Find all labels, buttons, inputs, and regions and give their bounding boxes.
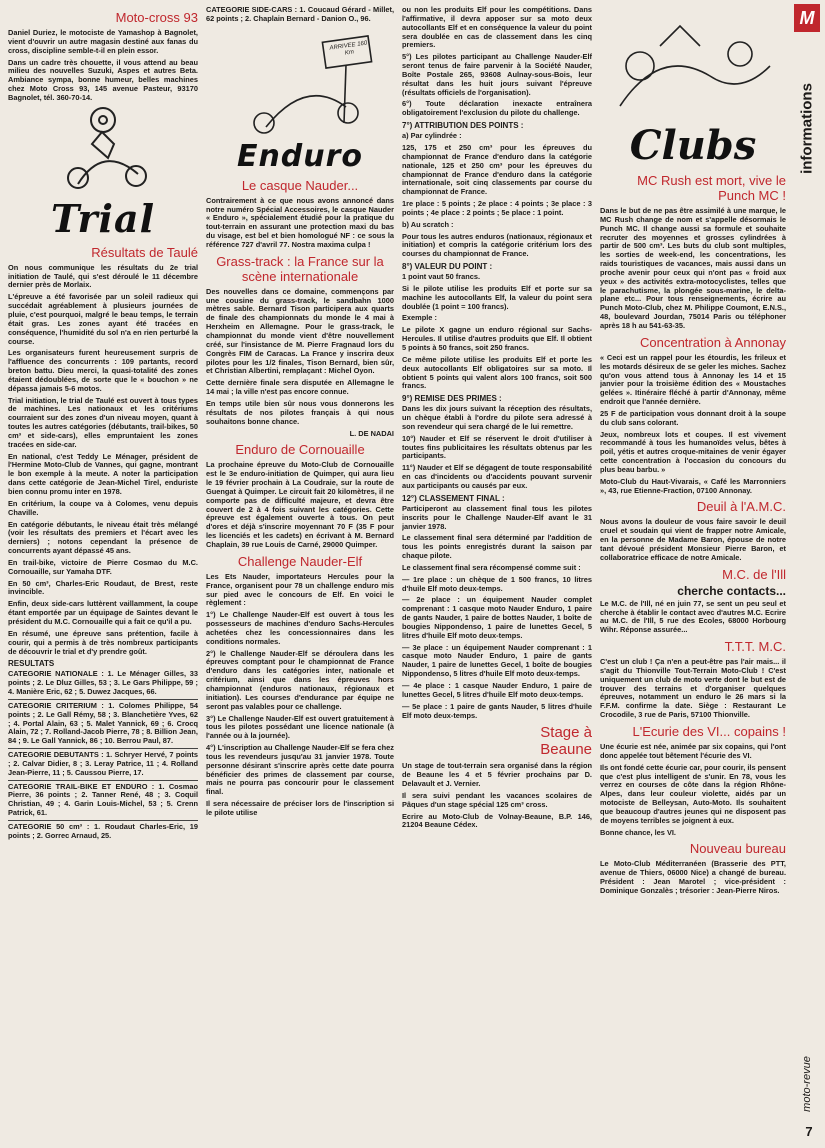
enduro-illustration [206,27,394,137]
paragraph: 1 point vaut 50 francs. [402,272,481,282]
result-item: CATEGORIE DEBUTANTS : 1. Schryer Hervé, 7 points ; 2. Calvar Didier, 8 ; 3. Leray Patrice, 11 ; 4. Rolland Jean-Pierre, 11 ; 5. Caussou Pierre, 17. [8,750,198,777]
signature: L. DE NADAI [349,429,394,439]
paragraph: — 2e place : un équipement Nauder complet comprenant : 1 casque moto Nauder Enduro, 1 paire de gants Nauder, 1 paire de bottes Nauder, 1 boîte de bougies Nippondenso, 1 paire de lunettes Gecel, 5 litres d'huile Elf moto deux-temps. [402,595,592,640]
paragraph: 25 F de participation vous donnant droit à la soupe du club sans colorant. [600,408,786,427]
paragraph: Il sera nécessaire de préciser lors de l'inscription si le pilote utilise [206,799,394,817]
paragraph: 4°) L'inscription au Challenge Nauder-Elf se fera chez tous les revendeurs jusqu'au 31 janvier 1978. Toute personne désirant s'inscrire après cette date pourra bénéficier des primes de classement par course, mais ne pourra pas concourir pour le classement final. [206,743,394,797]
paragraph: « Ceci est un rappel pour les étourdis, les frileux et les motards désireux de se geler les miches. Sachez qu'on vous attend tous à Annonay les 14 et 15 janvier pour la troisième édition des « Moustaches gelées ». Itinéraire fléché à partir d'Annonay, même endroit que l'année dernière. [600,352,786,407]
paragraph: 125, 175 et 250 cm³ pour les épreuves du championnat de France d'enduro dans la catégorie nationale, 125 et 250 cm³ pour les épreuves du championnat de France d'enduro dans la catégorie internationale, soit cinq classements par course du championnat de France. [402,142,592,197]
result-item: CATEGORIE NATIONALE : 1. Le Ménager Gilles, 33 points ; 2. Le Dluz Gilles, 53 ; 3. Le Gars Philippe, 59 ; 4. Manière Eric, 62 ; 5. Duwez Jacques, 66. [8,669,198,697]
paragraph: Jeux, nombreux lots et coupes. Il est vivement recommandé à tous les humanoïdes velus, bêtes à poil, yétis et autres croque-mitaines de venir égayer cette concentration à l'occasion du concours du plus beau barbu. » [600,429,786,474]
trial-illustration [8,106,198,192]
paragraph: En trail-bike, victoire de Pierre Cosmao du M.C. Cornouaille, sur Yamaha DTF. [8,557,198,576]
paragraph: Le classement final sera déterminé par l'addition de tous les points enregistrés durant la saison par chaque pilote. [402,533,592,561]
column-4 [600,6,786,899]
magazine-logo: M [794,4,820,32]
paragraph: Un stage de tout-terrain sera organisé dans la région de Beaune les 4 et 5 février prochains par D. Delavault et J. Vernier. [402,761,592,789]
page-number: 7 [805,1124,813,1139]
paragraph: Il sera suivi pendant les vacances scolaires de Pâques d'un stage spécial 125 cm³ cross. [402,790,592,809]
paragraph: CATEGORIE SIDE-CARS : 1. Coucaud Gérard - Millet, 62 points ; 2. Chaplain Bernard - Danion O., 96. [206,6,394,23]
heading-grass-track: Grass-track : la France sur la scène internationale [216,253,384,284]
paragraph: — 5e place : 1 paire de gants Nauder, 5 litres d'huile Elf moto deux-temps. [402,701,592,720]
trial-rider-drawing [8,106,198,192]
paragraph: — 3e place : un équipement Nauder comprenant : 1 casque moto Nauder Enduro, 1 paire de gants Nauder, 1 paire de lunettes Gecel, 1 boîte de bougies Nippondenso, 5 litres d'huile Elf moto deux-temps. [402,642,592,679]
paragraph: En catégorie débutants, le niveau était très mélangé (voir les résultats des premiers et l'écart avec les derniers) ; notons cependant la présence de concurrents ayant dépassé 45 ans. [8,519,198,556]
subheading-classement: 12°) CLASSEMENT FINAL : [402,493,505,503]
paragraph: Daniel Duriez, le motociste de Yamashop à Bagnolet, vient d'ouvrir un autre magasin destiné aux fanas du cross, discipline semble-t-il en plein essor. [8,28,198,55]
heading-mc-rush: MC Rush est mort, vive le Punch MC ! [637,173,786,203]
clubs-illustration [600,6,786,116]
paragraph: 5°) Les pilotes participant au Challenge Nauder-Elf seront tenus de faire parvenir à la Société Nauder, Boîte Postale 265, 93608 Aulnay-sous-Bois, leur résultat dans les huit jours suivant l'épreuve (résultats officiels de l'organisation). [402,52,592,97]
paragraph: Le classement final sera récompensé comme suit : [402,562,581,572]
heading-resultats-taule: Résultats de Taulé [91,244,198,260]
paragraph: Moto-Club du Haut-Vivarais, « Café les Marronniers », 43, rue Etienne-Fraction, 07100 Annonay. [600,476,786,495]
paragraph: Des nouvelles dans ce domaine, commençons par une cousine du grass-track, le sandbahn 1000 mètres sable. Bernard Tison participera aux quarts de finale des championnats du monde le 4 mai à Herxheim en Allemagne. Pour le grass-track, le championnat du monde vient d'être nouvellement créé, sur l'insistance de M. Pierre Fragnaud lors du Congrès FIM de Caracas. La France y inscrira deux pilotes pour les 1/2 finales, Tison Bernard, bien sûr, et Christian Albertini, remplaçant : Michel Oyon. [206,286,394,376]
paragraph: Ce même pilote utilise les produits Elf et porte les deux autocollants Elf obligatoires sur sa moto. Il obtient 5 points qui valent alors 100 francs, soit 500 francs. [402,354,592,391]
paragraph: Enfin, deux side-cars luttèrent vaillamment, la coupe étant emportée par un équipage de Saintes devant le président du M.C. Cornouaille qui a fait ce qu'il a pu. [8,599,198,626]
paragraph: Nous avons la douleur de vous faire savoir le deuil cruel et soudain qui vient de frapper notre Amicale, en la personne de Madame Baron, épouse de notre tant dévoué président Monsieur Pierre Baron, et collaboratrice efficace de notre Amicale. [600,517,786,562]
paragraph: Pour tous les autres enduros (nationaux, régionaux et initiation) et compris la catégorie critérium lors des courses du championnat de France. [402,231,592,259]
heading-ttt-mc: T.T.T. M.C. [724,639,786,655]
paragraph: 6°) Toute déclaration inexacte entraînera obligatoirement l'exclusion du pilote du challenge. [402,99,592,118]
magazine-name: moto-revue [801,1056,813,1112]
clubs-drawing [600,6,786,116]
subheading-valeur: 8°) VALEUR DU POINT : [402,262,493,272]
paragraph: ou non les produits Elf pour les compétitions. Dans l'affirmative, il devra apposer sur sa moto deux autocollants Elf et en conséquence la valeur du point sera doublée en cas de classement dans les cinq premiers. [402,6,592,50]
paragraph: Si le pilote utilise les produits Elf et porte sur sa machine les autocollants Elf, la valeur du point sera doublée (1 point = 100 francs). [402,283,592,311]
paragraph: Cette dernière finale sera disputée en Allemagne le 14 mai ; la ville n'est pas encore connue. [206,378,394,397]
heading-casque-nauder: Le casque Nauder... [241,177,359,193]
arrival-sign: ARRIVEE 160 Km [329,40,368,57]
heading-motocross-93: Moto-cross 93 [115,10,198,25]
heading-nouveau-bureau: Nouveau bureau [689,841,786,857]
paragraph: 10°) Nauder et Elf se réservent le droit d'utiliser à toutes fins publicitaires les résultats obtenus par les participants. [402,433,592,461]
results-heading: RESULTATS [8,659,55,669]
paragraph: Dans le but de ne pas être assimilé à une marque, le MC Rush change de nom et s'appelle désormais le Punch MC. Il change aussi sa formule et souhaite recruter des moyennes et grosses cylindrées à partir de 500 cm³. Les buts du club sont multiples, les sorties de week-end, les concentrations, les raids touristiques de vacances, mais aussi dans un proche avenir pour ceux qui n'ont pas « froid aux yeux » des activités extra-motocyclistes, telles que le parachutisme, la plongée sous-marine, le delta-plane etc... Pour tous renseignements, écrire au Punch Moto-Club, chez M. Philippe Coumont, E.N.S., 48, boulevard Jourdan, 75014 Paris ou téléphoner après 18 h au 541-63-35. [600,206,786,330]
trial-logo: Trial [50,195,156,241]
paragraph: La prochaine épreuve du Moto-Club de Cornouaille est le 3e enduro-initiation de Quimper, qui aura lieu le 19 février prochain à La Coudraie, sur la route de Guengat à Quimper. Le circuit fait 20 kilomètres, il ne comporte pas de difficulté majeure, et devra être couvert de 2 à 4 fois suivant les catégories. Cette épreuve est également ouverte à tous. On peut d'ores et déjà s'inscrire moyennant 70 F (35 F pour les licenciés et les cadets) en écrivant à M. Bernard Chaplain, 39 rue Louis de Carné, 29000 Quimper. [206,460,394,549]
divider [8,820,198,821]
paragraph: Le M.C. de l'Ill, né en juin 77, se sent un peu seul et cherche à établir le contact avec d'autres M.C. Ecrire au M.C. de l'Ill, 5 rue des Ecoles, 68000 Horbourg Wihr. Réponse assurée... [600,598,786,635]
paragraph: b) Au scratch : [402,219,454,229]
column-3 [402,6,592,833]
section-label: informations [798,83,816,174]
heading-concentration-annonay: Concentration à Annonay [640,334,786,350]
paragraph: — 1re place : un chèque de 1 500 francs, 10 litres d'huile Elf moto deux-temps. [402,574,592,593]
column-1 [8,6,198,843]
paragraph: En temps utile bien sûr nous vous donnerons les résultats de nos pilotes français à qui nous souhaitons bonne chance. [206,398,394,426]
result-item: CATEGORIE 50 cm³ : 1. Roudaut Charles-Eric, 19 points ; 2. Gorrec Arnaud, 25. [8,822,198,840]
result-item: CATEGORIE CRITERIUM : 1. Colomes Philippe, 54 points ; 2. Le Gall Rémy, 58 ; 3. Blanchetière Yves, 62 ; 4. Portal Alain, 63 ; 5. Malet Yannick, 69 ; 6. Crocq Alain, 72 ; 7. Rolland-Jacob Pierre, 78 ; 8. Billion Jean, 84 ; 9. Le Gall Yannick, 86 ; 10. Berrou Paul, 87. [8,700,198,746]
result-item: CATEGORIE TRAIL-BIKE ET ENDURO : 1. Cosmao Pierre, 36 points ; 2. Tanner René, 48 ; 3. Coquil Christian, 49 ; 4. Garin Louis-Michel, 53 ; 5. Crenn Patrick, 61. [8,781,198,818]
side-rail [791,0,825,1148]
divider [8,699,198,700]
heading-deuil-amc: Deuil à l'A.M.C. [696,499,786,515]
paragraph: C'est un club ! Ça n'en a peut-être pas l'air mais... il s'agit du Thionville Tout-Terrain Moto-Club ! C'est uniquement un club de moto verte dont le but est de trouver des terrains et d'organiser quelques épreuves, notamment un enduro le 26 mars si la F.F.M. confirme la date. Siège : Restaurant Le Crocodile, 3 rue de Paris, 57100 Thionville. [600,657,786,720]
paragraph: Une écurie est née, animée par six copains, qui l'ont donc appelée tout bêtement l'écurie des VI. [600,741,786,760]
paragraph: Le Moto-Club Méditerranéen (Brasserie des PTT, avenue de Thiers, 06000 Nice) a changé de bureau. Président : Jean Marotel ; vice-président : Dominique Gonzalès ; trésorier : Jean-Pierre Niros. [600,859,786,895]
paragraph: 2°) le Challenge Nauder-Elf se déroulera dans les épreuves comptant pour le championnat de France d'enduro dans les catégories inter, nationale et critérium, ainsi que dans les épreuves hors championnat (enduros nationaux, régionaux et initiation). Les courses d'endurance par équipe ne seront pas valables pour ce challenge. [206,648,394,711]
heading-enduro-cornouaille: Enduro de Cornouaille [235,442,365,458]
paragraph: — 4e place : 1 casque Nauder Enduro, 1 paire de lunettes Gecel, 5 litres d'huile Elf moto deux-temps. [402,681,592,699]
paragraph: 3°) Le Challenge Nauder-Elf est ouvert gratuitement à tous les pilotes possédant une licence nationale (à l'année ou à la journée). [206,713,394,741]
paragraph: 11°) Nauder et Elf se dégagent de toute responsabilité en cas d'incidents ou d'accidents pouvant survenir aux participants ou causés par eux. [402,463,592,490]
paragraph: Contrairement à ce que nous avons annoncé dans notre numéro Spécial Accessoires, le casque Nauder « Enduro », spécialement étudié pour la pratique du tout-terrain en assurant une protection maxi du bas du visage, est bel et bien homologué NF : ce sous la référence 727 d'avril 77. Nostra maxima culpa ! [206,195,394,249]
paragraph: a) Par cylindrée : [402,131,462,141]
paragraph: Dans les dix jours suivant la réception des résultats, un chèque établi à l'ordre du pilote sera adressé à son revendeur qui sera chargé de le lui remettre. [402,404,592,431]
subheading-points: 7°) ATTRIBUTION DES POINTS : [402,121,524,131]
paragraph: Trial initiation, le trial de Taulé est ouvert à tous types de machines. Les nationaux et les critériums courraient sur des zones d'un niveau moyen, quant à toutes les autres catégories (débutants, trail-bikes, 50 cm³ et side-cars), elles empruntaient les zones tracées en side-car. [8,395,198,449]
paragraph: Ecrire au Moto-Club de Volnay-Beaune, B.P. 146, 21204 Beaune Cédex. [402,811,592,830]
paragraph: Dans un cadre très chouette, il vous attend au beau milieu des nouvelles Suzuki, Aspes et autres Beta. Ambiance sympa, bonne humeur, belles machines chez Moto Cross 93, 145 avenue Pasteur, 93170 Bagnolet, tél. 360-70-14. [8,57,198,102]
paragraph: Les organisateurs furent heureusement surpris de l'affluence des concurrents : 109 partants, record breton battu. Dieu merci, la quasi-totalité des zones étaient dédoublées, de sorte que le « bouchon » ne dépassa jamais 5-6 motos. [8,348,198,393]
paragraph: 1re place : 5 points ; 2e place : 4 points ; 3e place : 3 points ; 4e place : 2 points ; 5e place : 1 point. [402,199,592,217]
paragraph: On nous communique les résultats du 2e trial initiation de Taulé, qui s'est déroulé le 11 décembre dernier près de Morlaix. [8,262,198,290]
column-2 [206,6,394,821]
paragraph: Bonne chance, les VI. [600,827,676,837]
heading-cherche-contacts: cherche contacts... [677,583,786,598]
heading-challenge-nauder-elf: Challenge Nauder-Elf [237,553,363,569]
paragraph: Participeront au classement final tous les pilotes inscrits pour le Challenge Nauder-Elf avant le 31 janvier 1978. [402,503,592,531]
heading-stage-beaune: Stage à Beaune [540,724,592,759]
paragraph: Ils ont fondé cette écurie car, pour courir, ils pensent que c'est plus intelligent de s'unir. En 78, vous les verrez en courses de côte dans la région Rhône-Alpes, dans leur couleur violette, aidés par un motociste de Belleysan, Auto-Moto. Ils souhaitent que beaucoup d'autres jeunes qui ne disposent pas de moyens terribles se joignent à eux. [600,762,786,825]
heading-mc-ill: M.C. de l'Ill [722,566,786,582]
paragraph: En résumé, une épreuve sans prétention, facile à courir, qui a permis à de très nombreux participants de découvrir le trial et d'y prendre goût. [8,628,198,656]
paragraph: Le pilote X gagne un enduro régional sur Sachs-Hercules. Il utilise d'autres produits que Elf. Il obtient 5 points à 50 francs, soit 250 francs. [402,325,592,352]
paragraph: En 50 cm³, Charles-Eric Roudaut, de Brest, reste invincible. [8,578,198,597]
paragraph: L'épreuve a été favorisée par un soleil radieux qui succédait agréablement à plusieurs journées de pluie, c'est pourquoi, malgré le beau temps, le terrain était gras. Les zones ayant été tracées en conséquence, l'humidité du sol n'a en rien perturbé la course. [8,292,198,346]
paragraph: En national, c'est Teddy Le Ménager, président de l'Hermine Moto-Club de Vannes, qui gagne, montrant le bon exemple à la meute. A noter la participation dans cette catégorie de Jean-Michel Tirel, enduriste bien connu promu inter en 1978. [8,451,198,496]
paragraph: Les Ets Nauder, importateurs Hercules pour la France, organisent pour 78 un challenge enduro mis sur pied avec le concours de Elf. En voici le règlement : [206,571,394,608]
paragraph: Exemple : [402,313,437,323]
heading-ecurie-vi: L'Ecurie des VI... copains ! [632,723,786,739]
paragraph: 1°) Le Challenge Nauder-Elf est ouvert à tous les possesseurs de machines d'enduro Sachs-Hercules achetées chez les concessionnaires dans les conditions normales. [206,610,394,646]
divider [8,748,198,749]
paragraph: En critérium, la coupe va à Colomes, venu depuis Chaville. [8,498,198,517]
enduro-logo: Enduro [236,138,364,174]
subheading-remise: 9°) REMISE DES PRIMES : [402,394,502,404]
clubs-logo: Clubs [629,122,757,169]
results-list [8,670,198,840]
divider [8,780,198,781]
